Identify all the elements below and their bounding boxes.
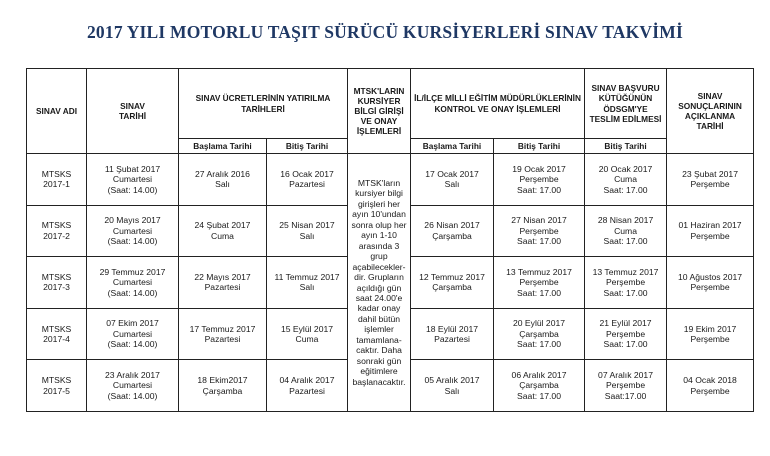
exam-date-cell: 23 Aralık 2017 Cumartesi (Saat: 14.00) <box>87 360 179 412</box>
fee-start-cell: 17 Temmuz 2017 Pazartesi <box>179 308 267 360</box>
dir-end-cell: 20 Eylül 2017 Çarşamba Saat: 17.00 <box>494 308 585 360</box>
header-exam-date: SINAV TARİHİ <box>87 69 179 154</box>
exam-date-cell: 29 Temmuz 2017 Cumartesi (Saat: 14.00) <box>87 257 179 309</box>
header-directorate: İL/İLÇE MİLLİ EĞİTİM MÜDÜRLÜKLERİNİN KONTROL VE ONAY İŞLEMLERİ <box>411 69 585 139</box>
header-mtsk-info: MTSK'LARIN KURSİYER BİLGİ GİRİŞİ VE ONAY İŞLEMLERİ <box>348 69 411 154</box>
fee-start-cell: 24 Şubat 2017 Cuma <box>179 205 267 257</box>
fee-end-cell: 16 Ocak 2017 Pazartesi <box>267 154 348 206</box>
dir-start-cell: 05 Aralık 2017 Salı <box>411 360 494 412</box>
document-title: 2017 YILI MOTORLU TAŞIT SÜRÜCÜ KURSİYERLERİ SINAV TAKVİMİ <box>86 22 683 42</box>
fee-end-cell: 04 Aralık 2017 Pazartesi <box>267 360 348 412</box>
dir-start-cell: 26 Nisan 2017 Çarşamba <box>411 205 494 257</box>
fee-end-cell: 11 Temmuz 2017 Salı <box>267 257 348 309</box>
header-dir-end: Bitiş Tarihi <box>494 139 585 154</box>
app-end-cell: 28 Nisan 2017 Cuma Saat: 17.00 <box>585 205 667 257</box>
header-dir-start: Başlama Tarihi <box>411 139 494 154</box>
dir-start-cell: 17 Ocak 2017 Salı <box>411 154 494 206</box>
exam-schedule-table <box>26 68 754 412</box>
mtsk-note-cell: MTSK'ların kursiyer bilgi girişleri her ayın 10'undan sonra olup her ayın 1-10 arasında 3 grup açabilecekler- dir. Grupların açıldığı gün saat 24.00'e kadar onay dahil bütün işlemler tamamlana- caktır. Daha sonraki gün eğitimlere başlanacaktır. <box>348 154 411 412</box>
result-date-cell: 19 Ekim 2017 Perşembe <box>667 308 754 360</box>
header-row <box>27 69 754 139</box>
app-end-cell: 13 Temmuz 2017 Perşembe Saat: 17.00 <box>585 257 667 309</box>
fee-start-cell: 18 Ekim2017 Çarşamba <box>179 360 267 412</box>
app-end-cell: 07 Aralık 2017 Perşembe Saat:17.00 <box>585 360 667 412</box>
fee-start-cell: 22 Mayıs 2017 Pazartesi <box>179 257 267 309</box>
dir-end-cell: 06 Aralık 2017 Çarşamba Saat: 17.00 <box>494 360 585 412</box>
dir-start-cell: 18 Eylül 2017 Pazartesi <box>411 308 494 360</box>
result-date-cell: 23 Şubat 2017 Perşembe <box>667 154 754 206</box>
header-application: SINAV BAŞVURU KÜTÜĞÜNÜN ÖDSGM'YE TESLİM EDİLMESİ <box>585 69 667 139</box>
result-date-cell: 01 Haziran 2017 Perşembe <box>667 205 754 257</box>
exam-name-cell: MTSKS 2017-3 <box>27 257 87 309</box>
exam-date-cell: 20 Mayıs 2017 Cumartesi (Saat: 14.00) <box>87 205 179 257</box>
fee-end-cell: 25 Nisan 2017 Salı <box>267 205 348 257</box>
header-app-end: Bitiş Tarihi <box>585 139 667 154</box>
exam-date-cell: 11 Şubat 2017 Cumartesi (Saat: 14.00) <box>87 154 179 206</box>
table-row <box>27 154 754 206</box>
fee-start-cell: 27 Aralık 2016 Salı <box>179 154 267 206</box>
fee-end-cell: 15 Eylül 2017 Cuma <box>267 308 348 360</box>
exam-name-cell: MTSKS 2017-2 <box>27 205 87 257</box>
exam-name-cell: MTSKS 2017-5 <box>27 360 87 412</box>
header-fee-start: Başlama Tarihi <box>179 139 267 154</box>
exam-name-cell: MTSKS 2017-4 <box>27 308 87 360</box>
dir-end-cell: 13 Temmuz 2017 Perşembe Saat: 17.00 <box>494 257 585 309</box>
dir-end-cell: 19 Ocak 2017 Perşembe Saat: 17.00 <box>494 154 585 206</box>
app-end-cell: 20 Ocak 2017 Cuma Saat: 17.00 <box>585 154 667 206</box>
result-date-cell: 10 Ağustos 2017 Perşembe <box>667 257 754 309</box>
app-end-cell: 21 Eylül 2017 Perşembe Saat: 17.00 <box>585 308 667 360</box>
header-fee-end: Bitiş Tarihi <box>267 139 348 154</box>
header-exam-name: SINAV ADI <box>27 69 87 154</box>
result-date-cell: 04 Ocak 2018 Perşembe <box>667 360 754 412</box>
dir-start-cell: 12 Temmuz 2017 Çarşamba <box>411 257 494 309</box>
dir-end-cell: 27 Nisan 2017 Perşembe Saat: 17.00 <box>494 205 585 257</box>
exam-name-cell: MTSKS 2017-1 <box>27 154 87 206</box>
header-fee-payment: SINAV ÜCRETLERİNİN YATIRILMA TARİHLERİ <box>179 69 348 139</box>
header-results: SINAV SONUÇLARININ AÇIKLANMA TARİHİ <box>667 69 754 154</box>
exam-date-cell: 07 Ekim 2017 Cumartesi (Saat: 14.00) <box>87 308 179 360</box>
